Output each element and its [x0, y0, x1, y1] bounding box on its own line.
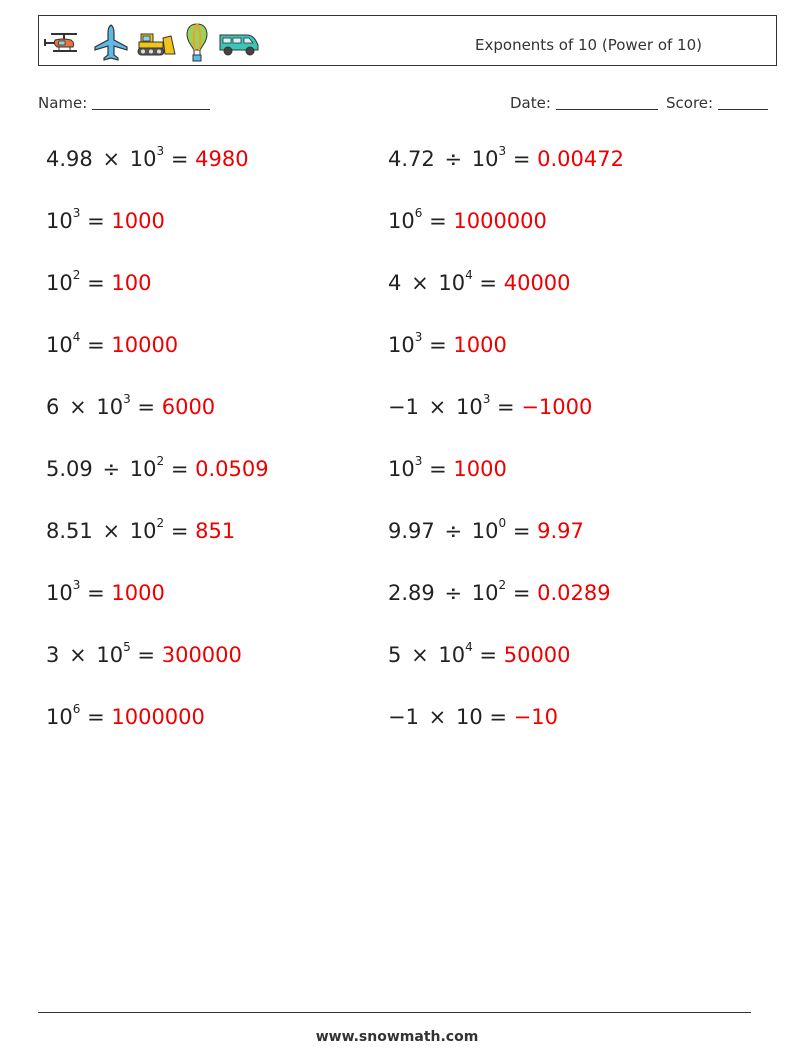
problem-answer: 1000: [111, 581, 165, 605]
problem-power-base: 10: [388, 457, 415, 481]
problem-equals: =: [87, 209, 105, 233]
problem-coefficient: 6: [46, 395, 60, 419]
problem-coefficient: 5.09: [46, 457, 93, 481]
problem-answer: 1000: [453, 333, 507, 357]
problem-power-base: 10: [96, 643, 124, 667]
problem-exponent: 3: [482, 392, 491, 406]
problem-exponent: 3: [72, 578, 81, 592]
date-field: [510, 94, 658, 112]
problem-operator: ÷: [444, 147, 463, 171]
footer-divider: [38, 1012, 751, 1013]
problem-item: [46, 516, 236, 543]
problem-equals: =: [170, 457, 189, 481]
problem-operator: ×: [428, 705, 447, 729]
problem-power-base: 10: [438, 643, 466, 667]
problem-power-base: 10: [455, 395, 483, 419]
problem-power-base: 10: [471, 581, 499, 605]
hot-air-balloon-icon: [183, 22, 211, 64]
problem-item: [388, 705, 558, 729]
problem-power-base: 10: [46, 705, 73, 729]
problem-operator: ÷: [444, 581, 463, 605]
problem-operator: ×: [69, 643, 87, 667]
problem-answer: 6000: [161, 395, 216, 419]
problem-item: [388, 330, 507, 357]
problem-exponent: 5: [123, 640, 131, 654]
problem-operator: ×: [102, 519, 121, 543]
problem-operator: ×: [428, 395, 447, 419]
problem-operator: ÷: [102, 457, 121, 481]
problem-answer: 0.00472: [537, 147, 624, 171]
problem-exponent: 6: [414, 206, 423, 220]
problem-equals: =: [429, 333, 447, 357]
problem-coefficient: 9.97: [388, 519, 435, 543]
problem-item: [388, 454, 507, 481]
problem-item: [46, 144, 249, 171]
name-field: [38, 94, 210, 112]
problem-item: [46, 578, 165, 605]
problem-power-base: 10: [129, 457, 157, 481]
problem-answer: 0.0509: [195, 457, 269, 481]
problem-exponent: 2: [156, 516, 165, 530]
problem-answer: 851: [195, 519, 236, 543]
date-blank: [556, 95, 658, 110]
problem-power-base: 10: [388, 209, 415, 233]
problem-exponent: 4: [72, 330, 81, 344]
header-icons: [43, 22, 261, 64]
problem-equals: =: [429, 209, 447, 233]
problem-answer: 1000: [453, 457, 507, 481]
problem-power-base: 10: [96, 395, 124, 419]
problem-answer: −10: [513, 705, 558, 729]
problem-equals: =: [489, 705, 507, 729]
problem-exponent: 2: [72, 268, 81, 282]
worksheet-title: Exponents of 10 (Power of 10): [475, 36, 702, 54]
problem-equals: =: [479, 643, 498, 667]
problem-power-base: 10: [46, 271, 73, 295]
problem-coefficient: 8.51: [46, 519, 93, 543]
problem-item: [46, 330, 179, 357]
problem-answer: 9.97: [537, 519, 584, 543]
problem-exponent: 4: [465, 268, 473, 282]
problem-answer: 50000: [503, 643, 571, 667]
problem-item: [388, 144, 624, 171]
problem-equals: =: [170, 519, 189, 543]
problem-answer: 300000: [161, 643, 242, 667]
problem-exponent: 3: [414, 454, 423, 468]
score-label: Score:: [666, 94, 714, 112]
problem-item: [46, 392, 216, 419]
van-icon: [217, 29, 261, 57]
problem-answer: 40000: [503, 271, 571, 295]
problem-equals: =: [479, 271, 498, 295]
problem-coefficient: 5: [388, 643, 402, 667]
helicopter-icon: [43, 29, 87, 57]
problem-power-base: 10: [129, 147, 157, 171]
problem-exponent: 2: [156, 454, 165, 468]
problem-coefficient: 4: [388, 271, 402, 295]
problem-item: [388, 392, 593, 419]
problem-equals: =: [512, 147, 531, 171]
problem-equals: =: [170, 147, 189, 171]
worksheet-header: [38, 15, 777, 66]
footer-site: www.snowmath.com: [315, 1029, 479, 1045]
problem-coefficient: 4.98: [46, 147, 93, 171]
problem-equals: =: [137, 643, 156, 667]
problem-item: [388, 640, 571, 667]
bulldozer-icon: [135, 28, 177, 58]
problem-item: [46, 268, 152, 295]
problem-item: [388, 268, 571, 295]
problem-answer: 1000000: [453, 209, 547, 233]
problem-answer: 0.0289: [537, 581, 611, 605]
problem-answer: 100: [111, 271, 152, 295]
problem-answer: 1000000: [111, 705, 205, 729]
problem-power-base: 10: [388, 333, 415, 357]
problem-equals: =: [137, 395, 156, 419]
problem-item: [388, 578, 611, 605]
problem-power-base: 10: [46, 333, 73, 357]
problem-equals: =: [429, 457, 447, 481]
problem-answer: 10000: [111, 333, 179, 357]
score-blank: [718, 95, 768, 110]
airplane-icon: [93, 23, 129, 63]
problem-exponent: 6: [72, 702, 81, 716]
problem-item: [46, 640, 242, 667]
problem-operator: ×: [102, 147, 121, 171]
problem-answer: 1000: [111, 209, 165, 233]
problem-coefficient: 3: [46, 643, 60, 667]
problem-equals: =: [87, 581, 105, 605]
problem-item: [388, 206, 547, 233]
problem-answer: 4980: [195, 147, 249, 171]
problem-equals: =: [512, 581, 531, 605]
problem-operator: ×: [411, 643, 429, 667]
problem-coefficient: 2.89: [388, 581, 435, 605]
problem-coefficient: 4.72: [388, 147, 435, 171]
problem-answer: −1000: [521, 395, 593, 419]
problem-operator: ÷: [444, 519, 463, 543]
problem-operator: ×: [69, 395, 87, 419]
problem-exponent: 3: [156, 144, 165, 158]
problem-exponent: 3: [123, 392, 131, 406]
name-blank: [92, 95, 210, 110]
problem-power-base: 10: [438, 271, 466, 295]
problem-exponent: 3: [498, 144, 507, 158]
problem-equals: =: [87, 705, 105, 729]
problem-item: [46, 454, 269, 481]
problem-item: [46, 702, 205, 729]
problem-power-base: 10: [129, 519, 157, 543]
problem-power-base: 10: [455, 705, 483, 729]
problem-power-base: 10: [471, 519, 499, 543]
problem-exponent: 3: [72, 206, 81, 220]
problem-equals: =: [87, 333, 105, 357]
problem-operator: ×: [411, 271, 429, 295]
problem-power-base: 10: [471, 147, 499, 171]
problem-coefficient: −1: [388, 395, 419, 419]
problem-equals: =: [497, 395, 515, 419]
problem-power-base: 10: [46, 581, 73, 605]
problem-exponent: 4: [465, 640, 473, 654]
score-field: [666, 94, 768, 112]
problem-power-base: 10: [46, 209, 73, 233]
problem-exponent: 3: [414, 330, 423, 344]
problem-exponent: 0: [498, 516, 507, 530]
problem-exponent: 2: [498, 578, 507, 592]
problem-item: [388, 516, 584, 543]
date-label: Date:: [510, 94, 551, 112]
problem-equals: =: [512, 519, 531, 543]
problem-equals: =: [87, 271, 105, 295]
problem-item: [46, 206, 165, 233]
name-label: Name:: [38, 94, 88, 112]
problem-coefficient: −1: [388, 705, 419, 729]
